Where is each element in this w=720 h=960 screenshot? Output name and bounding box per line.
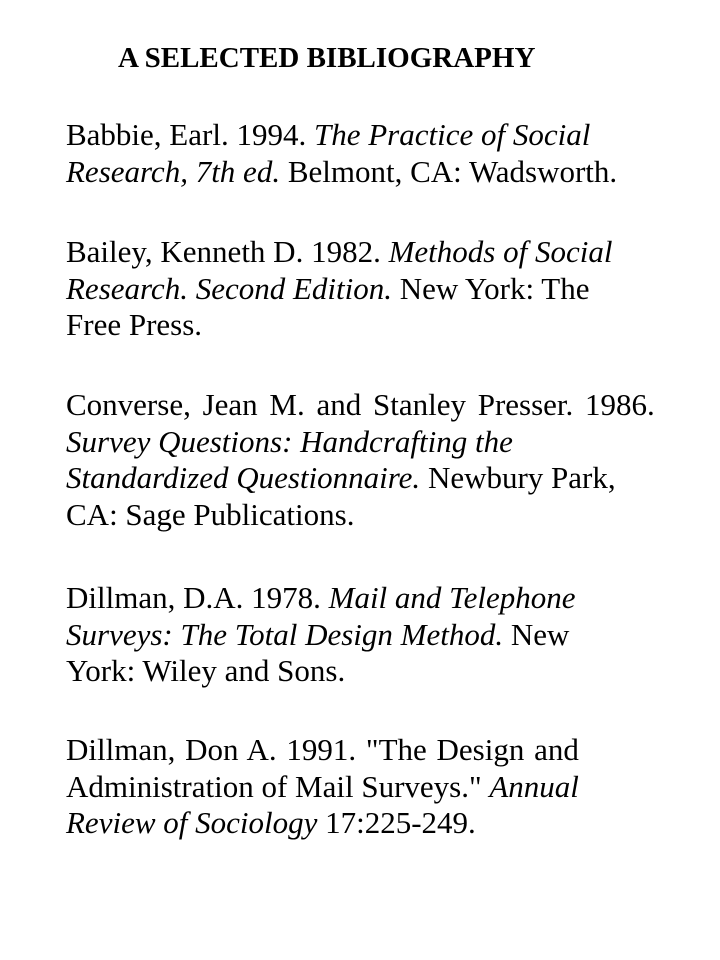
entry-line [66, 580, 575, 617]
entry-line [66, 271, 612, 308]
entry-text: Newbury Park, [420, 460, 616, 495]
entry-line [66, 805, 579, 842]
entry-text: Dillman, D.A. 1978. [66, 580, 329, 615]
bibliography-entry-dillman-1991 [66, 732, 579, 842]
entry-line [66, 234, 612, 271]
entry-title-italic: Methods of Social [388, 234, 613, 269]
entry-title-italic: Research, 7th ed. [66, 153, 281, 189]
entry-title-italic: The Practice of Social [313, 117, 591, 152]
entry-line [66, 117, 617, 154]
entry-line [66, 460, 655, 497]
entry-text: Administration of Mail Surveys." [66, 768, 490, 804]
entry-text: Bailey, Kenneth D. 1982. [66, 234, 389, 269]
entry-title-italic: Standardized Questionnaire. [66, 460, 421, 495]
entry-text: 17:225-249. [317, 805, 476, 840]
entry-title-italic: Mail and Telephone [328, 580, 576, 615]
bibliography-entry-converse [66, 387, 655, 533]
entry-line: CA: Sage Publications. [66, 496, 355, 532]
entry-title-italic: Review of Sociology [66, 805, 318, 840]
entry-line: York: Wiley and Sons. [66, 653, 346, 688]
entry-line: Converse, Jean M. and Stanley Presser. 1986. [66, 387, 655, 422]
entry-title-italic: Annual [489, 768, 579, 804]
entry-text: Belmont, CA: Wadsworth. [280, 153, 618, 189]
entry-title-italic: Survey Questions: Handcrafting the [66, 423, 513, 459]
entry-text: New [503, 616, 570, 652]
entry-line [66, 769, 579, 806]
bibliography-entry-babbie [66, 117, 617, 190]
bibliography-entry-dillman-1978 [66, 580, 575, 690]
entry-line [66, 617, 575, 654]
entry-line [66, 154, 617, 191]
entry-text: Babbie, Earl. 1994. [66, 117, 314, 152]
entry-line: Dillman, Don A. 1991. "The Design and [66, 732, 579, 767]
entry-line: Free Press. [66, 307, 203, 342]
entry-title-italic: Surveys: The Total Design Method. [66, 616, 504, 652]
bibliography-entry-bailey [66, 234, 612, 344]
page-title: A SELECTED BIBLIOGRAPHY [118, 42, 536, 74]
entry-text: New York: The [391, 270, 590, 306]
entry-title-italic: Research. Second Edition. [66, 270, 392, 306]
